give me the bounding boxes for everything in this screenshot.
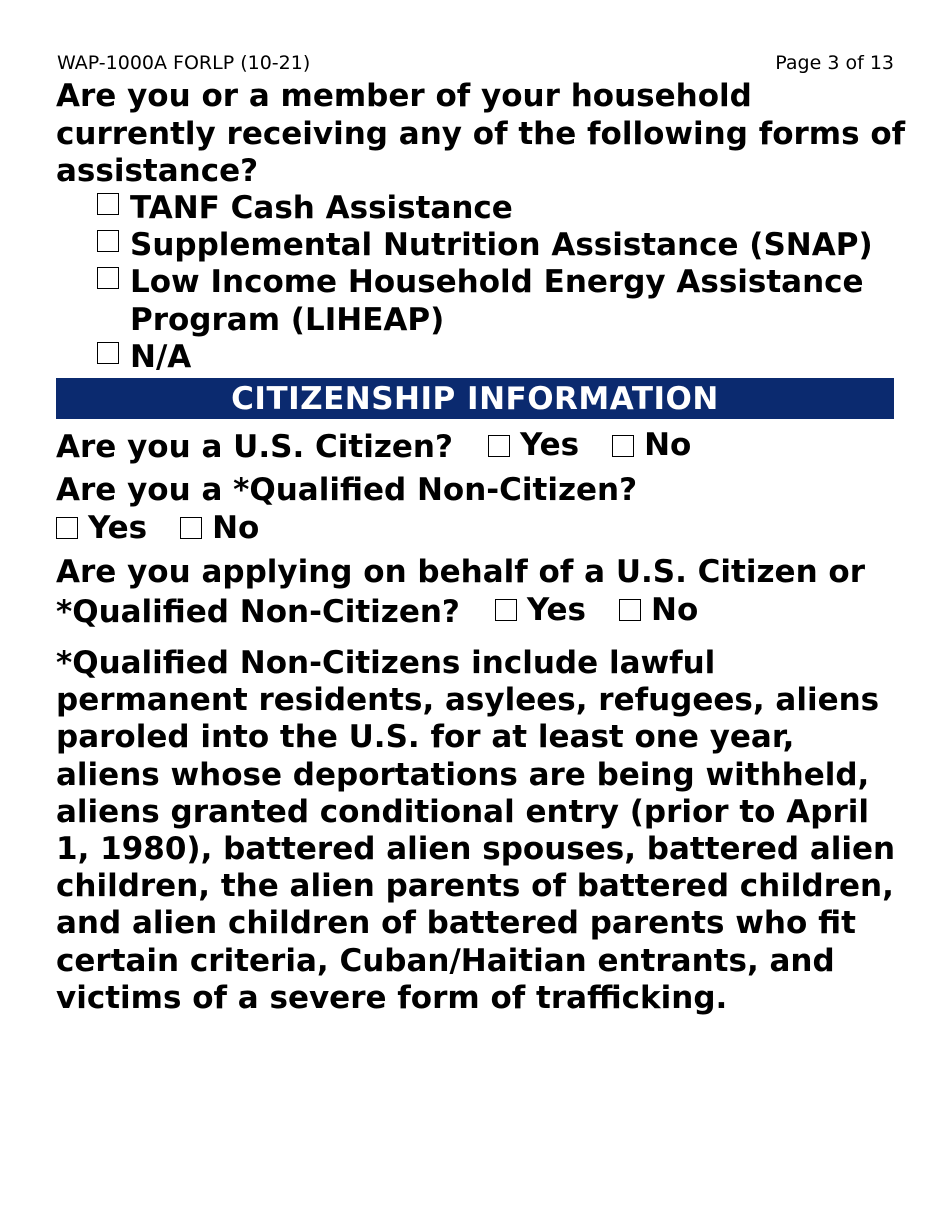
- liheap-checkbox[interactable]: [97, 267, 119, 289]
- us-citizen-question: Are you a U.S. Citizen?: [56, 428, 453, 465]
- no-label: No: [644, 427, 692, 463]
- page-number: Page 3 of 13: [775, 52, 894, 74]
- qualified-non-citizen-question-text: Are you a *Qualified Non-Citizen?: [56, 472, 638, 508]
- qnc-yes-option: [56, 510, 147, 548]
- footnote-line: aliens whose deportations are being withheld,: [56, 756, 870, 793]
- qualified-non-citizen-footnote: [56, 645, 906, 1017]
- footnote-line: victims of a severe form of trafficking.: [56, 979, 728, 1016]
- no-label: No: [651, 591, 699, 628]
- na-label: N/A: [130, 339, 192, 375]
- snap-label: Supplemental Nutrition Assistance (SNAP): [130, 227, 873, 263]
- option-tanf: [97, 190, 513, 228]
- assistance-question: [56, 78, 905, 191]
- us-citizen-question-row: [56, 427, 691, 466]
- us-citizen-no-checkbox[interactable]: [612, 435, 634, 457]
- liheap-label-line: Low Income Household Energy Assistance: [130, 264, 864, 300]
- assistance-question-line: Are you or a member of your household: [56, 78, 752, 114]
- qnc-no-checkbox[interactable]: [180, 517, 202, 539]
- no-label: No: [212, 509, 260, 546]
- citizenship-banner-title: CITIZENSHIP INFORMATION: [231, 380, 719, 417]
- footnote-line: permanent residents, asylees, refugees, aliens: [56, 682, 880, 719]
- yes-label: Yes: [88, 509, 148, 546]
- option-snap: [97, 227, 873, 265]
- tanf-checkbox[interactable]: [97, 193, 119, 215]
- tanf-label: TANF Cash Assistance: [130, 190, 513, 226]
- behalf-question-line: Are you applying on behalf of a U.S. Citizen or: [56, 554, 866, 590]
- footnote-line: 1, 1980), battered alien spouses, battered alien: [56, 830, 896, 867]
- liheap-label: [130, 264, 864, 339]
- yes-label: Yes: [526, 591, 587, 628]
- snap-checkbox[interactable]: [97, 230, 119, 252]
- behalf-no-checkbox[interactable]: [619, 599, 641, 621]
- behalf-no-option: [619, 592, 698, 630]
- option-na: [97, 339, 191, 377]
- page-header: [57, 52, 894, 74]
- assistance-question-line: assistance?: [56, 153, 259, 189]
- footnote-line: children, the alien parents of battered children,: [56, 868, 894, 905]
- footnote-line: aliens granted conditional entry (prior to April: [56, 793, 869, 830]
- footnote-line: and alien children of battered parents who fit: [56, 905, 856, 942]
- behalf-yes-option: [495, 592, 586, 630]
- behalf-yes-checkbox[interactable]: [495, 599, 517, 621]
- qnc-yes-checkbox[interactable]: [56, 517, 78, 539]
- us-citizen-yes-checkbox[interactable]: [488, 435, 510, 457]
- footnote-line: *Qualified Non-Citizens include lawful: [56, 645, 716, 681]
- na-checkbox[interactable]: [97, 342, 119, 364]
- footnote-line: paroled into the U.S. for at least one year,: [56, 719, 795, 756]
- us-citizen-yes-option: [488, 427, 579, 465]
- option-liheap: [97, 264, 864, 339]
- assistance-question-line: currently receiving any of the following forms of: [56, 115, 906, 152]
- form-id: WAP-1000A FORLP (10-21): [57, 52, 311, 74]
- liheap-label-line: Program (LIHEAP): [130, 301, 445, 338]
- behalf-question: [56, 554, 865, 631]
- qnc-no-option: [180, 510, 259, 548]
- behalf-question-line: *Qualified Non-Citizen?: [56, 593, 460, 630]
- footnote-line: certain criteria, Cuban/Haitian entrants, and: [56, 942, 835, 979]
- yes-label: Yes: [519, 427, 580, 463]
- citizenship-banner: [56, 378, 894, 419]
- qualified-non-citizen-question: [56, 472, 637, 549]
- us-citizen-no-option: [612, 427, 691, 465]
